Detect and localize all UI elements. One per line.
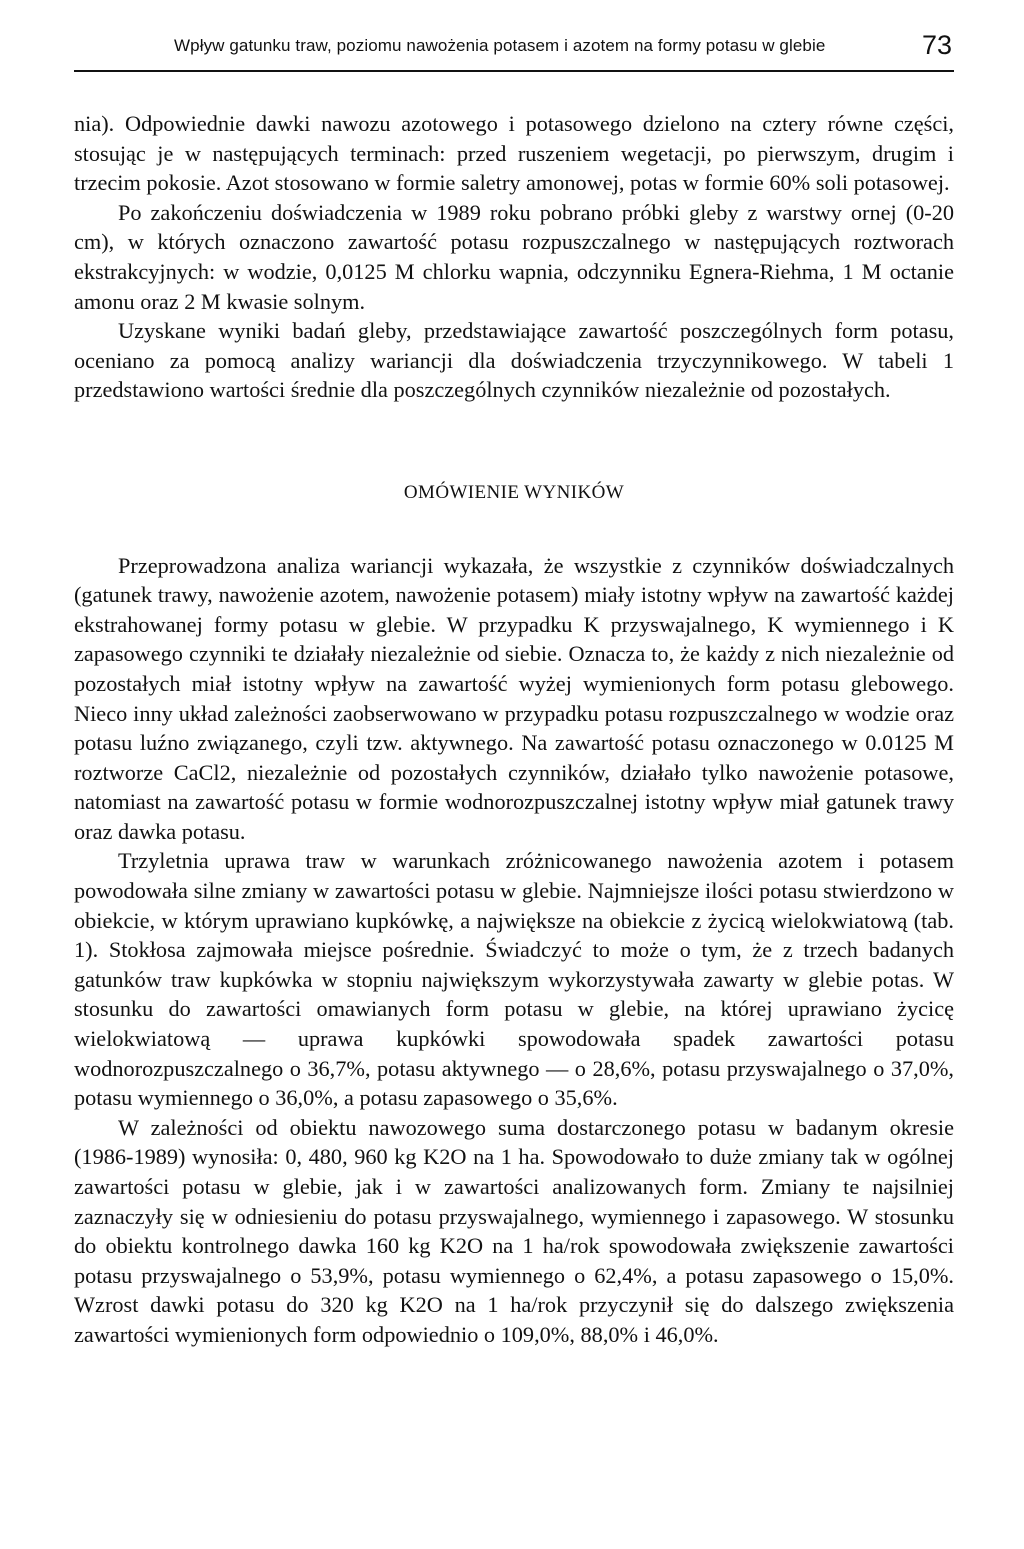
page-number: 73 [921,30,952,60]
paragraph: W zależności od obiektu nawozowego suma dostarczonego potasu w badanym okresie (1986-1989) wynosiła: 0, 480, 960 kg K2O na 1 ha. Spowodowało to duże zmiany tak w ogólnej zawartości potasu w glebie, jak i w zawartości analizowanych form. Zmiany te najsilniej zaznaczyły się w odniesieniu do potasu przyswajalnego, wymiennego i zapasowego. W stosunku do obiektu kontrolnego dawka 160 kg K2O na 1 ha/rok spowodowała zwiększenie zawartości potasu przyswajalnego o 53,9%, potasu wymiennego o 62,4%, a potasu zapasowego o 15,0%. Wzrost dawki potasu do 320 kg K2O na 1 ha/rok przyczynił się do dalszego zwiększenia zawartości wymienionych form odpowiednio o 109,0%, 88,0% i 46,0%. [74,1114,954,1347]
paragraph: Uzyskane wyniki badań gleby, przedstawiające zawartość poszczególnych form potasu, oceniano za pomocą analizy wariancji dla doświadczenia trzyczynnikowego. W tabeli 1 przedstawiono wartości średnie dla poszczególnych czynników niezależnie od pozostałych. [74,318,954,403]
running-header [74,30,954,72]
paragraph: Przeprowadzona analiza wariancji wykazała, że wszystkie z czynników doświadczalnych (gatunek trawy, nawożenie azotem, nawożenie potasem) miały istotny wpływ na zawartość każdej ekstrahowanej formy potasu w glebie. W przypadku K przyswajalnego, K wymiennego i K zapasowego czynniki te działały niezależnie od siebie. Oznacza to, że każdy z nich niezależnie od pozostałych miał istotny wpływ na zawartość wyżej wymienionych form potasu glebowego. Nieco inny układ zależności zaobserwowano w przypadku potasu rozpuszczalnego w wodzie oraz potasu luźno związanego, czyli tzw. aktywnego. Na zawartość potasu oznaczonego w 0.0125 M roztworze CaCl2, niezależnie od pozostałych czynników, działało tylko nawożenie potasowe, natomiast na zawartość potasu w formie wodnorozpuszczalnej istotny wpływ miał gatunek trawy oraz dawka potasu. [74,552,954,844]
body-text [74,109,954,1350]
section-heading: OMÓWIENIE WYNIKÓW [403,481,625,503]
running-title: Wpływ gatunku traw, poziomu nawożenia potasem i azotem na formy potasu w glebie [174,36,826,55]
document-page [74,0,954,1549]
paragraph-continued: nia). Odpowiednie dawki nawozu azotowego i potasowego dzielono na cztery równe części, stosując je w następujących terminach: przed ruszeniem wegetacji, po pierwszym, drugim i trzecim pokosie. Azot stosowano w formie saletry amonowej, potas w formie 60% soli potasowej. [74,111,954,196]
paragraph: Trzyletnia uprawa traw w warunkach zróżnicowanego nawożenia azotem i potasem powodowała silne zmiany w zawartości potasu w glebie. Najmniejsze ilości potasu stwierdzono w obiekcie, w którym uprawiano kupkówkę, a największe na obiekcie z życicą wielokwiatową (tab. 1). Stokłosa zajmowała miejsce pośrednie. Świadczyć to może o tym, że z trzech badanych gatunków traw kupkówka w stopniu największym wykorzystywała zawarty w glebie potas. W stosunku do zawartości omawianych form potasu w glebie, na której uprawiano życicę wielokwiatową — uprawa kupkówki spowodowała spadek zawartości potasu wodnorozpuszczalnego o 36,7%, potasu aktywnego — o 28,6%, potasu przyswajalnego o 37,0%, potasu wymiennego o 36,0%, a potasu zapasowego o 35,6%. [74,848,954,1111]
paragraph: Po zakończeniu doświadczenia w 1989 roku pobrano próbki gleby z warstwy ornej (0-20 cm), w których oznaczono zawartość potasu rozpuszczalnego w następujących roztworach ekstrakcyjnych: w wodzie, 0,0125 M chlorku wapnia, odczynniku Egnera-Riehma, 1 M octanie amonu oraz 2 M kwasie solnym. [74,199,954,314]
